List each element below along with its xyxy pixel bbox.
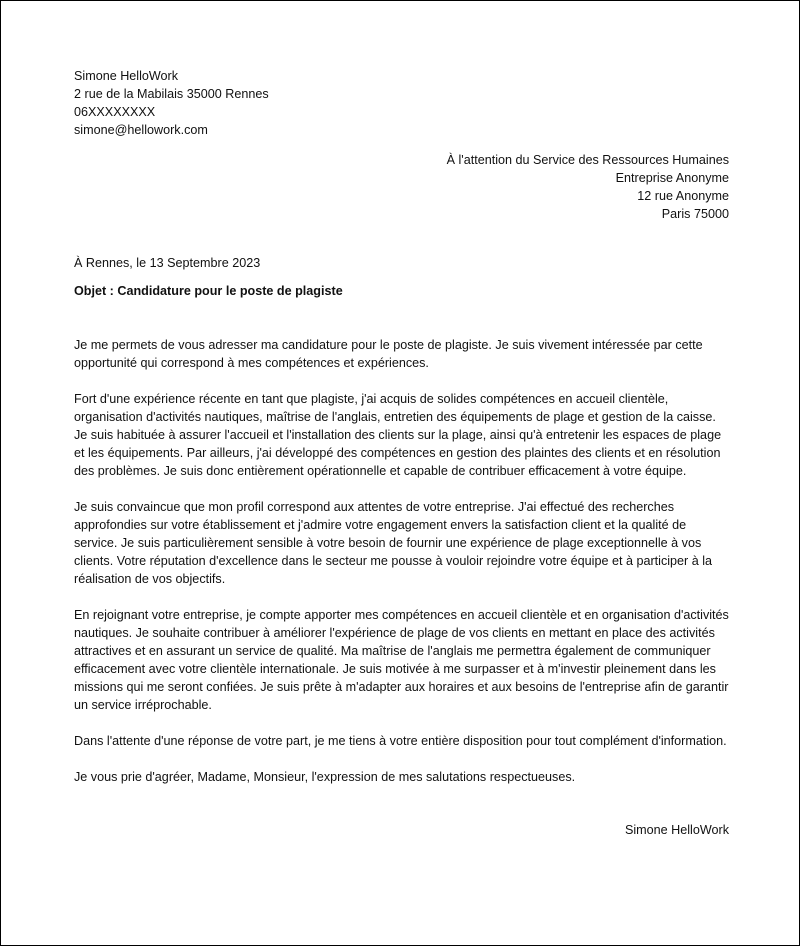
recipient-attention: À l'attention du Service des Ressources Humaines [446,153,729,167]
subject-line: Objet : Candidature pour le poste de plagiste [74,284,343,298]
body-paragraph: Dans l'attente d'une réponse de votre part, je me tiens à votre entière disposition pour tout complément d'information. [74,734,727,748]
recipient-city: Paris 75000 [661,207,729,221]
body-paragraph: Fort d'une expérience récente en tant que plagiste, j'ai acquis de solides compétences en accueil clientèle, organisation d'activités nautiques, maîtrise de l'anglais, entretien des équipements de plage et gestion de la caisse. Je suis habituée à assurer l'accueil et l'installation des clients sur la plage, ainsi qu'à entretenir les espaces de plage et les équipements. Par ailleurs, j'ai développé des compétences en gestion des plaintes des clients et en résolution des problèmes. Je suis donc entièrement opérationnelle et capable de contribuer efficacement à votre équipe. [74,392,722,478]
letter-content [74,67,729,839]
sender-email: simone@hellowork.com [74,123,208,137]
date-line: À Rennes, le 13 Septembre 2023 [74,256,261,270]
recipient-company: Entreprise Anonyme [615,171,729,185]
sender-address: 2 rue de la Mabilais 35000 Rennes [74,87,269,101]
recipient-street: 12 rue Anonyme [637,189,729,203]
sender-phone: 06XXXXXXXX [74,105,156,119]
body-paragraph: En rejoignant votre entreprise, je compte apporter mes compétences en accueil clientèle et en organisation d'activités nautiques. Je souhaite contribuer à améliorer l'expérience de plage de vos clients en mettant en place des activités attractives et en assurant un service de qualité. Ma maîtrise de l'anglais me permettra également de communiquer efficacement avec votre clientèle internationale. Je suis motivée à me surpasser et à m'investir pleinement dans les missions qui me seront confiées. Je suis prête à m'adapter aux horaires et aux besoins de l'entreprise afin de garantir un service irréprochable. [74,608,729,712]
closing-paragraph: Je vous prie d'agréer, Madame, Monsieur, l'expression de mes salutations respectueuses. [74,770,576,784]
body-paragraph: Je suis convaincue que mon profil correspond aux attentes de votre entreprise. J'ai effectué des recherches approfondies sur votre établissement et j'admire votre engagement envers la satisfaction client et la qualité de service. Je suis particulièrement sensible à votre besoin de fournir une expérience de plage exceptionnelle à vos clients. Votre réputation d'excellence dans le secteur me pousse à vouloir rejoindre votre équipe et à participer à la réalisation de vos objectifs. [74,500,713,586]
body-paragraph: Je me permets de vous adresser ma candidature pour le poste de plagiste. Je suis vivement intéressée par cette opportunité qui correspond à mes compétences et expériences. [74,338,703,370]
signature: Simone HelloWork [624,823,729,837]
recipient-block [74,151,729,223]
letter-body [74,336,729,786]
sender-name: Simone HelloWork [74,69,179,83]
sender-block [74,67,729,139]
